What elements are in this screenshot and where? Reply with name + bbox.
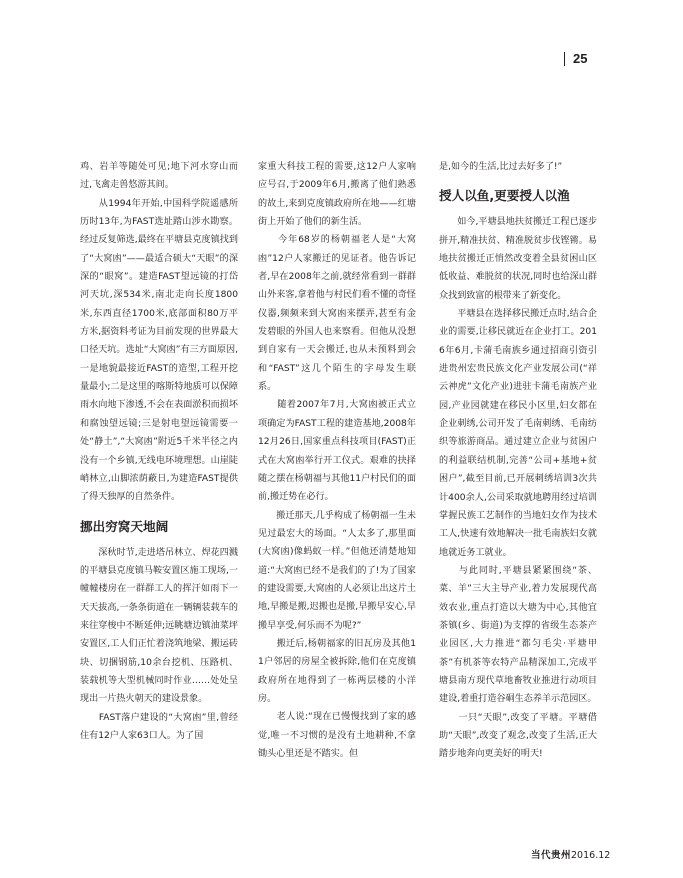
- paragraph: 鸡、岩羊等随处可见;地下河水穿山而过,飞禽走兽悠游其间。: [80, 162, 238, 191]
- column-1: [80, 158, 238, 745]
- magazine-name: 当代贵州: [531, 850, 572, 861]
- paragraph: 是,如今的生活,比过去好多了!”: [439, 162, 563, 172]
- paragraph: 与此同时,平塘县紧紧围绕“茶、菜、羊”三大主导产业,着力发展现代高效农业,重点打造以大塘为中心,其他宜茶镇(乡、街道)为支撑的省级生态茶产业园区,大力推进“都匀毛尖·平塘甲茶”有机茶等农特产品精深加工,完成平塘县南方现代草地畜牧业推进行动项目建设,着重打造谷硐生态养羊示范园区。: [439, 565, 597, 705]
- footer: [531, 847, 610, 861]
- paragraph: 如今,平塘县地扶贫搬迁工程已逐步拼开,精准扶贫、精准脱贫步伐铿锵。易地扶贫搬迁正悄然改变着全县贫困山区低收益、难脱贫的状况,同时也给深山群众找到致富的根带来了新变化。: [439, 217, 597, 301]
- paragraph: 今年68岁的杨朝福老人是“大窝凼”12户人家搬迁的见证者。他告诉记者,早在2008年之前,就经常看到一群群山外来客,拿着他与村民们看不懂的奇怪仪器,频频来到大窝凼来摆弄,甚至有金发碧眼的外国人也来察看。但他从没想到自家有一天会搬迁,也从未预料到会和“FAST”这几个陌生的字母发生联系。: [258, 235, 416, 393]
- paragraph: 一只“天眼”,改变了平塘。平塘借助“天眼”,改变了观念,改变了生活,正大踏步地奔向更美好的明天!: [439, 712, 597, 760]
- issue-date: 2016.12: [571, 850, 611, 861]
- paragraph: 搬迁后,杨朝福家的旧瓦房及其他11户邻居的房屋全被拆除,他们在克度镇政府所在地得到了一栋两层楼的小洋房。: [258, 638, 416, 704]
- paragraph: 搬迁那天,几乎构成了杨朝福一生未见过最宏大的场面。“人太多了,那里面(大窝凼)像蚂蚁一样。”但他还清楚地知道:“大窝凼已经不是我们的了!为了国家的建设需要,大窝凼的人必须让出这片土地,早搬是搬,迟搬也是搬,早搬早安心,早搬早享受,何乐而不为呢?”: [258, 510, 416, 631]
- section-heading: 挪出穷窝天地阔: [80, 518, 169, 534]
- paragraph: 随着2007年7月,大窝凼被正式立项确定为FAST工程的建造基地,2008年12月26日,国家重点科技项目(FAST)正式在大窝凼举行开工仪式。艰难的抉择随之摆在杨朝福与其他11户村民们的面前,搬迁势在必行。: [258, 400, 416, 503]
- paragraph: 家重大科技工程的需要,这12户人家响应号召,于2009年6月,搬离了他们熟悉的故土,来到克度镇政府所在地——红塘街上开始了他们的新生活。: [258, 162, 416, 228]
- column-2: [258, 158, 416, 763]
- paragraph: 从1994年开始,中国科学院遥感所历时13年,为FAST选址踏山涉水勘察。经过反复筛选,最终在平塘县克度镇找到了“大窝凼”——最适合硕大“天眼”的深深的“眼窝”。建造FAST望远镜的打岱河天坑,深534米,南北走向长度1800米,东西直径1700米,底部面积80万平方米,据资料考证为目前发现的世界最大口径天坑。选址“大窝凼”有三方面原因,一是地貌最接近FAST的造型,工程开挖量最小;二是这里的喀斯特地质可以保障雨水向地下渗透,不会在表面淤积而损坏和腐蚀望远镜;三是射电望远镜需要一处“静土”,“大窝凼”附近5千米半径之内没有一个乡镇,无线电环境理想。山崖陡峭林立,山脚浓荫蔽日,为建造FAST提供了得天独厚的自然条件。: [80, 198, 238, 503]
- paragraph: 老人说:“现在已慢慢找到了家的感觉,唯一不习惯的是没有土地耕种,不拿锄头心里还是不踏实。但: [258, 712, 416, 759]
- column-3: [439, 158, 597, 764]
- paragraph: 平塘县在选择移民搬迁点时,结合企业的需要,让移民就近在企业打工。2016年6月,卡蒲毛南族乡通过招商引资引进贵州宏贵民族文化产业发展公司(“祥云神虎”文化产业)进驻卡蒲毛南族产业园,产业园就建在移民小区里,妇女都在企业刺绣,公司开发了毛南刺绣、毛南纺织等旅游商品。通过建立企业与贫困户的利益联结机制,完善“公司+基地+贫困户”,截至目前,已开展刺绣培训3次共计400余人,公司采取就地聘用经过培训掌握民族工艺制作的当地妇女作为技术工人,快速有效地解决一批毛南族妇女就地就近务工就业。: [439, 309, 597, 558]
- page-number: 25: [564, 52, 587, 66]
- paragraph: 深秋时节,走进塔吊林立、焊花四溅的平塘县克度镇马鞍安置区施工现场,一幢幢楼房在一群群工人的挥汗如雨下一天天拔高,一条条街道在一辆辆装载车的来往穿梭中不断延伸;远眺塘边镇油菜坪安置区,工人们正忙着浇筑地梁、搬运砖块、切捆钢筋,10余台挖机、压路机、装载机等大型机械同时作业……处处呈现出一片热火朝天的建设景象。: [80, 547, 238, 705]
- section-heading: 授人以鱼,更要授人以渔: [439, 188, 570, 204]
- paragraph: FAST落户建设的“大窝凼”里,曾经住有12户人家63口人。为了国: [80, 712, 238, 741]
